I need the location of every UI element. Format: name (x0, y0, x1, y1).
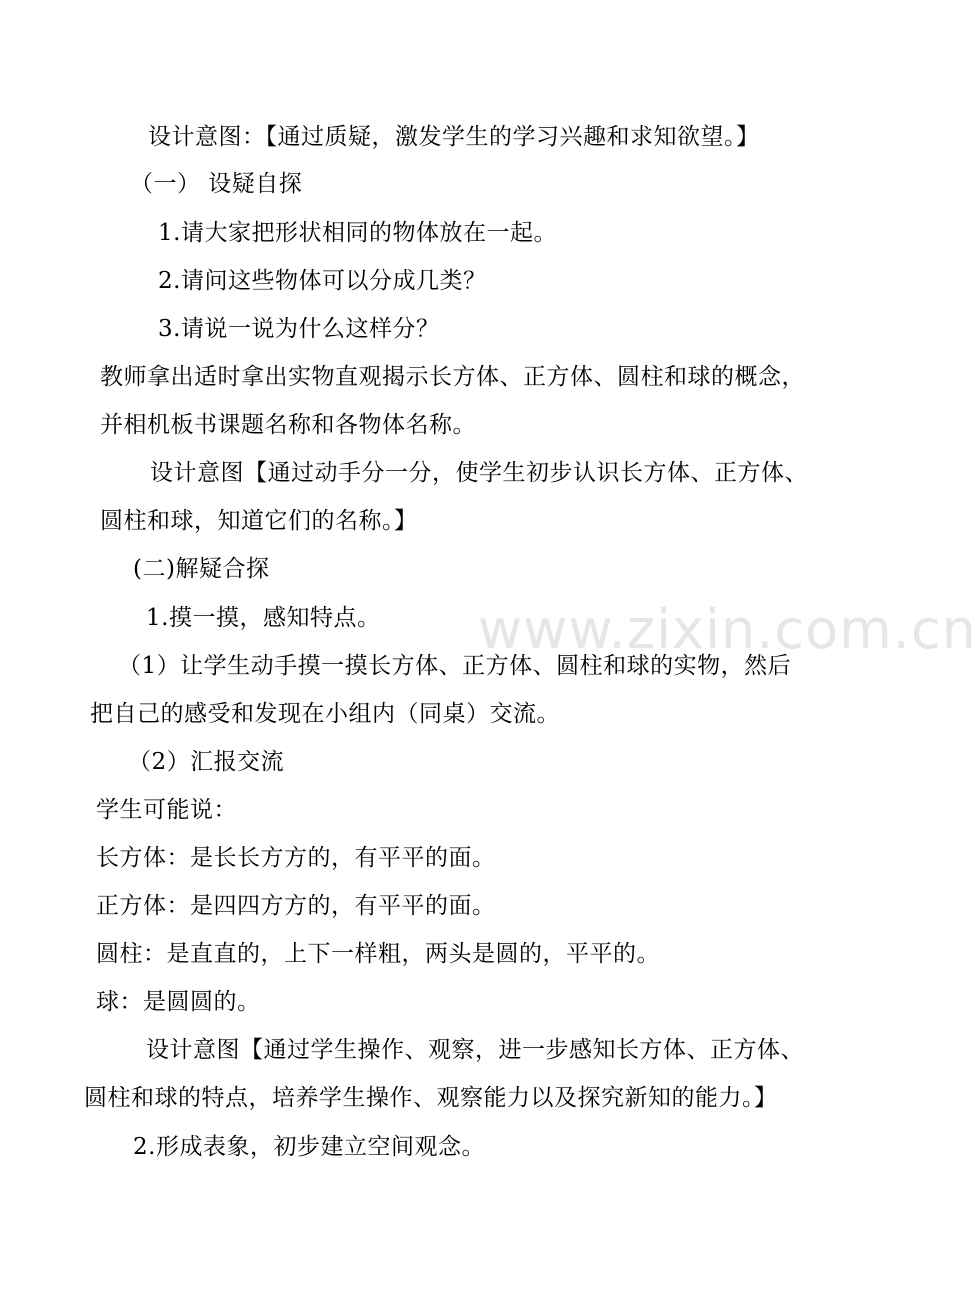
design-intent-3: 设计意图【通过学生操作、观察，进一步感知长方体、正方体、 (146, 1037, 804, 1063)
subsection-heading: 1.摸一摸，感知特点。 (146, 605, 381, 631)
paragraph-line: 教师拿出适时拿出实物直观揭示长方体、正方体、圆柱和球的概念， (100, 364, 805, 390)
list-item-2: 2.请问这些物体可以分成几类？ (158, 268, 487, 294)
description-line: 球：是圆圆的。 (96, 989, 261, 1015)
description-line: 正方体：是四四方方的，有平平的面。 (96, 893, 496, 919)
paragraph-line: 学生可能说： (96, 797, 237, 823)
paragraph-line: 把自己的感受和发现在小组内（同桌）交流。 (90, 701, 560, 727)
paragraph-line: （1）让学生动手摸一摸长方体、正方体、圆柱和球的实物，然后 (118, 653, 792, 679)
list-item-3: 3.请说一说为什么这样分？ (158, 316, 440, 342)
design-intent-2: 设计意图【通过动手分一分，使学生初步认识长方体、正方体、 (150, 460, 808, 486)
list-item-1: 1.请大家把形状相同的物体放在一起。 (158, 220, 557, 246)
description-line: 长方体：是长长方方的，有平平的面。 (96, 845, 496, 871)
subsection-heading: 2.形成表象，初步建立空间观念。 (133, 1134, 485, 1160)
design-intent-1: 设计意图：【通过质疑，激发学生的学习兴趣和求知欲望。】 (148, 124, 760, 150)
design-intent-3-cont: 圆柱和球的特点，培养学生操作、观察能力以及探究新知的能力。】 (84, 1085, 778, 1111)
watermark: www.zixin.com.cn (478, 598, 977, 661)
design-intent-2-cont: 圆柱和球，知道它们的名称。】 (100, 508, 418, 534)
subsection-heading: （2）汇报交流 (128, 749, 285, 775)
section-heading-2: (二)解疑合探 (133, 556, 270, 582)
section-heading-1: （一） 设疑自探 (130, 171, 303, 197)
description-line: 圆柱：是直直的，上下一样粗，两头是圆的，平平的。 (96, 941, 660, 967)
paragraph-line: 并相机板书课题名称和各物体名称。 (100, 412, 476, 438)
